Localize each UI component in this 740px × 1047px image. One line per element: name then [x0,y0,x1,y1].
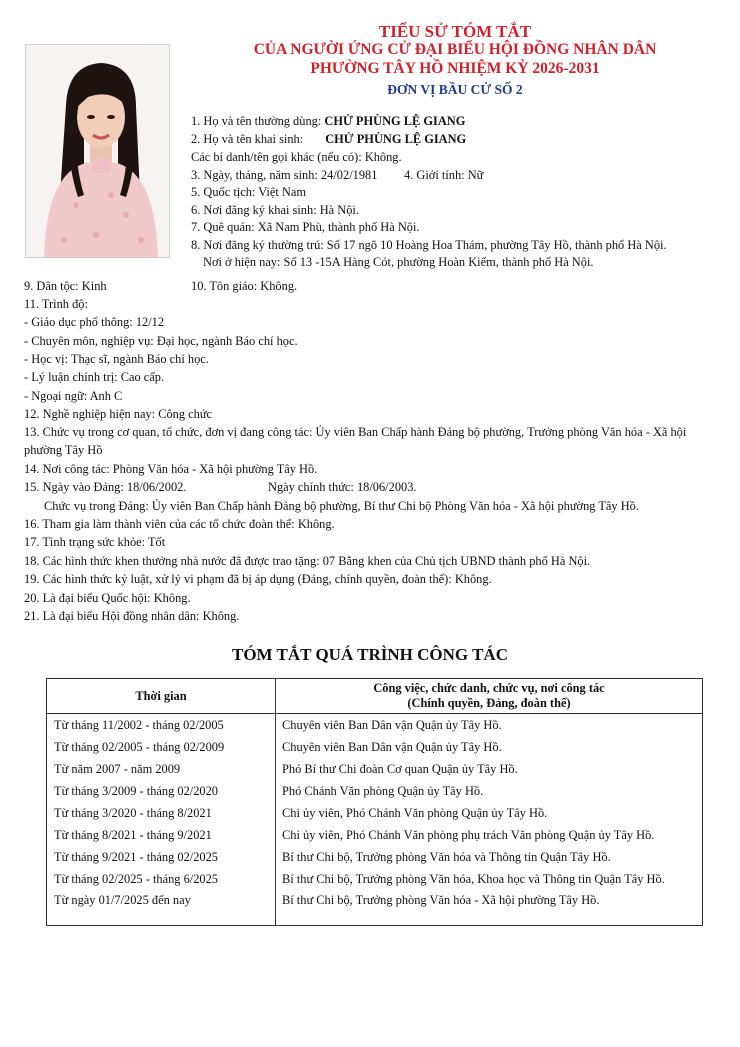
row-time: Từ tháng 3/2009 - tháng 02/2020 [47,780,276,802]
row-job: Phó Chánh Văn phòng Quận ủy Tây Hồ. [276,780,703,802]
common-name-value: CHỬ PHÙNG LỆ GIANG [324,114,466,128]
table-row [47,714,703,737]
nationality: 5. Quốc tịch: Việt Nam [191,185,306,199]
table-row [47,736,703,758]
birth-registration: 6. Nơi đăng ký khai sinh: Hà Nội. [191,203,359,217]
party-official-date: Ngày chính thức: 18/06/2003. [268,480,417,494]
row-job: Bí thư Chi bộ, Trưởng phòng Văn hóa - Xã hội phường Tây Hồ. [276,890,703,926]
table-row [47,780,703,802]
table-row [47,868,703,890]
document-title: TIỂU SỬ TÓM TẮT [378,22,532,41]
gender: 4. Giới tính: Nữ [404,168,484,182]
career-table [46,678,703,926]
row-job: Phó Bí thư Chi đoàn Cơ quan Quận ủy Tây Hồ. [276,758,703,780]
row-time: Từ tháng 8/2021 - tháng 9/2021 [47,824,276,846]
occupation: 12. Nghề nghiệp hiện nay: Công chức [24,407,213,421]
party-position: Chức vụ trong Đảng: Ủy viên Ban Chấp hành Đảng bộ phường, Bí thư Chi bộ Phòng Văn hóa - Xã hội phường Tây Hồ. [44,499,639,513]
ethnicity: 9. Dân tộc: Kinh [24,279,107,293]
table-row [47,890,703,926]
birth-name: 2. Họ và tên khai sinh: CHỬ PHÙNG LỆ GIANG [191,132,467,146]
foreign-language: - Ngoại ngữ: Anh C [24,389,123,403]
organizations: 16. Tham gia làm thành viên của các tổ chức đoàn thể: Không. [24,517,335,531]
row-time: Từ tháng 02/2005 - tháng 02/2009 [47,736,276,758]
table-row [47,846,703,868]
row-time: Từ tháng 11/2002 - tháng 02/2005 [47,714,276,737]
academic-degree: - Học vị: Thạc sĩ, ngành Báo chí học. [24,352,209,366]
hometown: 7. Quê quán: Xã Nam Phù, thành phố Hà Nội. [191,220,420,234]
career-section-title: TÓM TẮT QUÁ TRÌNH CÔNG TÁC [232,645,508,664]
document-subtitle-1: CỦA NGƯỜI ỨNG CỬ ĐẠI BIỂU HỘI ĐỒNG NHÂN DÂN [253,41,657,58]
religion: 10. Tôn giáo: Không. [191,279,298,293]
general-education: - Giáo dục phổ thông: 12/12 [24,315,165,329]
electoral-unit: ĐƠN VỊ BẦU CỬ SỐ 2 [387,82,523,97]
council-delegate: 21. Là đại biểu Hội đồng nhân dân: Không. [24,609,240,623]
health: 17. Tình trạng sức khỏe: Tốt [24,535,166,549]
na-delegate: 20. Là đại biểu Quốc hội: Không. [24,591,191,605]
row-job: Chuyên viên Ban Dân vận Quận ủy Tây Hồ. [276,714,703,737]
row-time: Từ tháng 02/2025 - tháng 6/2025 [47,868,276,890]
row-job: Bí thư Chi bộ, Trưởng phòng Văn hóa và Thông tin Quận Tây Hồ. [276,846,703,868]
awards: 18. Các hình thức khen thưởng nhà nước đã được trao tặng: 07 Bằng khen của Chủ tịch UBND thành phố Hà Nội. [24,554,591,568]
document-subtitle-2: PHƯỜNG TÂY HỒ NHIỆM KỲ 2026-2031 [310,60,600,77]
row-job: Chuyên viên Ban Dân vận Quận ủy Tây Hồ. [276,736,703,758]
party-join-date: 15. Ngày vào Đảng: 18/06/2002. [24,480,187,494]
birth-name-value: CHỬ PHÙNG LỆ GIANG [325,132,467,146]
date-of-birth: 3. Ngày, tháng, năm sinh: 24/02/1981 [191,168,378,182]
aliases: Các bí danh/tên gọi khác (nếu có): Không. [191,150,402,164]
workplace: 14. Nơi công tác: Phòng Văn hóa - Xã hội phường Tây Hồ. [24,462,318,476]
row-time: Từ tháng 3/2020 - tháng 8/2021 [47,802,276,824]
common-name: 1. Họ và tên thường dùng: CHỬ PHÙNG LỆ GIANG [191,114,466,128]
column-header-time: Thời gian [47,679,276,714]
political-theory: - Lý luận chính trị: Cao cấp. [24,370,165,384]
column-header-job: Công việc, chức danh, chức vụ, nơi công tác (Chính quyền, Đảng, đoàn thể) [276,679,703,714]
permanent-address: 8. Nơi đăng ký thường trú: Số 17 ngõ 10 Hoàng Hoa Thám, phường Tây Hồ, thành phố Hà Nội. [191,238,667,252]
row-job: Bí thư Chi bộ, Trưởng phòng Văn hóa, Khoa học và Thông tin Quận Tây Hồ. [276,868,703,890]
row-time: Từ năm 2007 - năm 2009 [47,758,276,780]
portrait-photo [25,44,170,258]
current-address: Nơi ở hiện nay: Số 13 -15A Hàng Cót, phường Hoàn Kiếm, thành phố Hà Nội. [203,255,594,269]
row-job: Chi ủy viên, Phó Chánh Văn phòng phụ trách Văn phòng Quận ủy Tây Hồ. [276,824,703,846]
row-time: Từ tháng 9/2021 - tháng 02/2025 [47,846,276,868]
discipline: 19. Các hình thức kỷ luật, xử lý vi phạm đã bị áp dụng (Đảng, chính quyền, đoàn thể): Không. [24,572,492,586]
table-row [47,758,703,780]
row-time: Từ ngày 01/7/2025 đến nay [47,890,276,926]
table-row [47,802,703,824]
current-position-cont: phường Tây Hồ [24,443,103,457]
table-row [47,824,703,846]
education-title: 11. Trình độ: [24,297,88,311]
specialty: - Chuyên môn, nghiệp vụ: Đại học, ngành Báo chí học. [24,334,298,348]
current-position: 13. Chức vụ trong cơ quan, tổ chức, đơn vị đang công tác: Ủy viên Ban Chấp hành Đảng bộ phường, Trưởng phòng Văn hóa - Xã hội [24,425,687,439]
career-table-header [47,679,703,714]
row-job: Chi ủy viên, Phó Chánh Văn phòng Quận ủy Tây Hồ. [276,802,703,824]
